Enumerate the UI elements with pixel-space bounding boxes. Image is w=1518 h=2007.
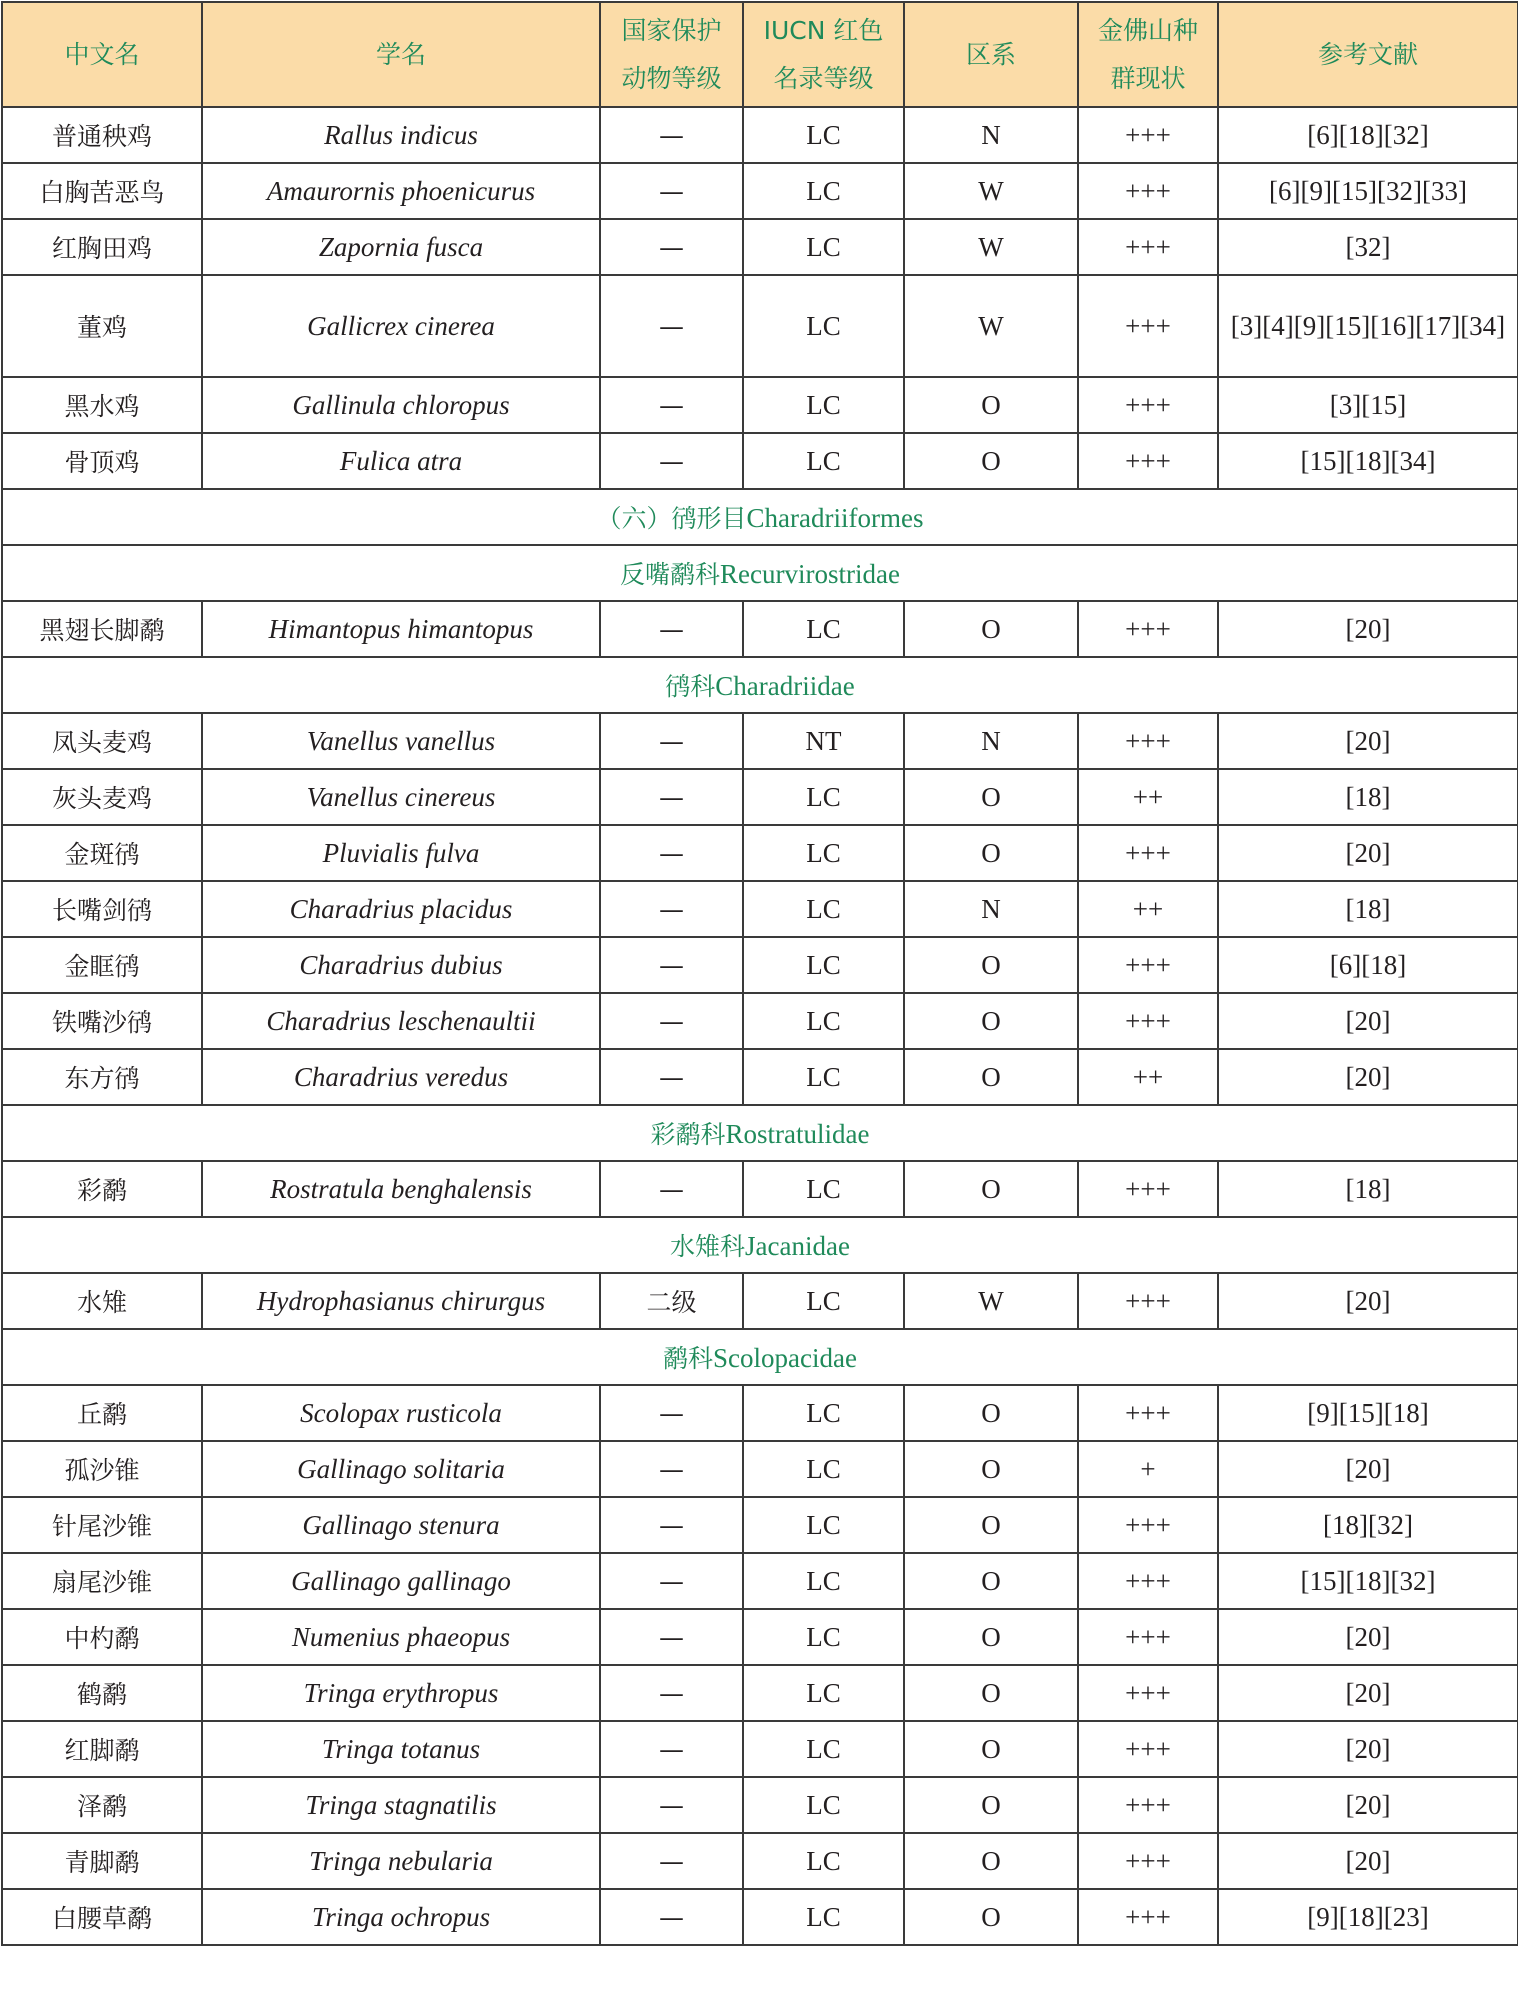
taxon-group-cn: （六）鸻形目 — [596, 504, 747, 533]
cell-iucn: LC — [743, 1441, 904, 1497]
cell-fauna: O — [904, 1721, 1078, 1777]
table-row — [2, 1385, 1518, 1441]
table-row — [2, 1441, 1518, 1497]
taxon-group-latin: Rostratulidae — [725, 1119, 870, 1149]
cell-protection: — — [600, 1833, 743, 1889]
cell-refs: [20] — [1218, 993, 1518, 1049]
taxon-group-label — [2, 1329, 1518, 1385]
cell-fauna: W — [904, 163, 1078, 219]
cell-fauna: O — [904, 1777, 1078, 1833]
cell-refs: [6][9][15][32][33] — [1218, 163, 1518, 219]
cell-status: ++ — [1078, 1049, 1218, 1105]
cell-refs: [20] — [1218, 1833, 1518, 1889]
cell-cn-name: 骨顶鸡 — [2, 433, 202, 489]
cell-fauna: O — [904, 1609, 1078, 1665]
table-row — [2, 275, 1518, 377]
cell-cn-name: 金眶鸻 — [2, 937, 202, 993]
table-row — [2, 881, 1518, 937]
cell-protection: — — [600, 1665, 743, 1721]
cell-fauna: W — [904, 1273, 1078, 1329]
cell-iucn: LC — [743, 1497, 904, 1553]
cell-protection: — — [600, 1889, 743, 1945]
cell-iucn: LC — [743, 1049, 904, 1105]
cell-refs: [32] — [1218, 219, 1518, 275]
header-protection-line1: 国家保护 — [621, 15, 722, 45]
taxon-group-latin: Jacanidae — [745, 1231, 850, 1261]
cell-fauna: O — [904, 1049, 1078, 1105]
table-row — [2, 1609, 1518, 1665]
cell-fauna: W — [904, 275, 1078, 377]
cell-fauna: O — [904, 1441, 1078, 1497]
cell-iucn: LC — [743, 769, 904, 825]
cell-cn-name: 鹤鹬 — [2, 1665, 202, 1721]
cell-protection: — — [600, 825, 743, 881]
table-row — [2, 713, 1518, 769]
cell-protection: — — [600, 601, 743, 657]
cell-refs: [20] — [1218, 713, 1518, 769]
cell-protection: — — [600, 219, 743, 275]
cell-iucn: LC — [743, 825, 904, 881]
taxon-group-latin: Charadriiformes — [746, 503, 924, 533]
cell-cn-name: 铁嘴沙鸻 — [2, 993, 202, 1049]
taxon-group-row — [2, 657, 1518, 713]
page — [1, 1, 1517, 2006]
cell-sci-name: Scolopax rusticola — [202, 1385, 600, 1441]
cell-iucn: LC — [743, 937, 904, 993]
cell-fauna: N — [904, 107, 1078, 163]
table-row — [2, 107, 1518, 163]
cell-protection: — — [600, 1497, 743, 1553]
table-row — [2, 1777, 1518, 1833]
cell-protection: — — [600, 993, 743, 1049]
cell-protection: — — [600, 769, 743, 825]
header-status — [1078, 2, 1218, 107]
cell-iucn: LC — [743, 601, 904, 657]
cell-fauna: O — [904, 377, 1078, 433]
table-row — [2, 993, 1518, 1049]
cell-sci-name: Vanellus cinereus — [202, 769, 600, 825]
cell-refs: [15][18][32] — [1218, 1553, 1518, 1609]
cell-refs: [20] — [1218, 1777, 1518, 1833]
cell-status: +++ — [1078, 1889, 1218, 1945]
cell-iucn: LC — [743, 1161, 904, 1217]
cell-iucn: LC — [743, 1665, 904, 1721]
table-row — [2, 1889, 1518, 1945]
cell-refs: [15][18][34] — [1218, 433, 1518, 489]
taxon-group-latin: Charadriidae — [715, 671, 855, 701]
cell-status: +++ — [1078, 377, 1218, 433]
cell-fauna: O — [904, 1665, 1078, 1721]
cell-sci-name: Tringa nebularia — [202, 1833, 600, 1889]
cell-status: +++ — [1078, 1665, 1218, 1721]
header-status-line2: 群现状 — [1110, 63, 1186, 93]
cell-cn-name: 董鸡 — [2, 275, 202, 377]
taxon-group-row — [2, 1105, 1518, 1161]
cell-sci-name: Charadrius dubius — [202, 937, 600, 993]
table-row — [2, 769, 1518, 825]
cell-refs: [20] — [1218, 1609, 1518, 1665]
table-row — [2, 219, 1518, 275]
cell-iucn: LC — [743, 163, 904, 219]
taxon-group-row — [2, 1217, 1518, 1273]
cell-cn-name: 普通秧鸡 — [2, 107, 202, 163]
table-row — [2, 163, 1518, 219]
cell-sci-name: Tringa erythropus — [202, 1665, 600, 1721]
species-table — [1, 1, 1518, 1946]
cell-refs: [18] — [1218, 769, 1518, 825]
table-row — [2, 601, 1518, 657]
cell-iucn: LC — [743, 1889, 904, 1945]
cell-sci-name: Gallinago stenura — [202, 1497, 600, 1553]
cell-cn-name: 长嘴剑鸻 — [2, 881, 202, 937]
header-iucn-line2: 名录等级 — [773, 63, 874, 93]
cell-fauna: N — [904, 713, 1078, 769]
cell-protection: — — [600, 1609, 743, 1665]
cell-status: +++ — [1078, 163, 1218, 219]
table-row — [2, 1273, 1518, 1329]
taxon-group-cn: 反嘴鹬科 — [620, 560, 721, 589]
cell-fauna: O — [904, 825, 1078, 881]
cell-status: + — [1078, 1441, 1218, 1497]
table-body — [2, 107, 1518, 1945]
cell-iucn: LC — [743, 433, 904, 489]
cell-sci-name: Amaurornis phoenicurus — [202, 163, 600, 219]
cell-iucn: NT — [743, 713, 904, 769]
cell-refs: [9][18][23] — [1218, 1889, 1518, 1945]
taxon-group-label — [2, 1105, 1518, 1161]
cell-sci-name: Gallinula chloropus — [202, 377, 600, 433]
cell-refs: [20] — [1218, 1721, 1518, 1777]
table-row — [2, 1049, 1518, 1105]
cell-protection: — — [600, 937, 743, 993]
cell-iucn: LC — [743, 1833, 904, 1889]
cell-protection: — — [600, 377, 743, 433]
cell-refs: [20] — [1218, 601, 1518, 657]
table-row — [2, 1161, 1518, 1217]
header-sci-name: 学名 — [202, 2, 600, 107]
cell-fauna: O — [904, 1889, 1078, 1945]
cell-refs: [9][15][18] — [1218, 1385, 1518, 1441]
cell-cn-name: 泽鹬 — [2, 1777, 202, 1833]
header-protection-line2: 动物等级 — [621, 63, 722, 93]
cell-sci-name: Charadrius placidus — [202, 881, 600, 937]
cell-status: +++ — [1078, 107, 1218, 163]
cell-sci-name: Rostratula benghalensis — [202, 1161, 600, 1217]
cell-cn-name: 青脚鹬 — [2, 1833, 202, 1889]
cell-protection: — — [600, 107, 743, 163]
taxon-group-cn: 水雉科 — [670, 1232, 746, 1261]
cell-status: +++ — [1078, 993, 1218, 1049]
cell-fauna: W — [904, 219, 1078, 275]
cell-cn-name: 孤沙锥 — [2, 1441, 202, 1497]
cell-refs: [3][15] — [1218, 377, 1518, 433]
cell-protection: — — [600, 1161, 743, 1217]
header-iucn-line1: IUCN 红色 — [763, 15, 884, 45]
cell-status: +++ — [1078, 1553, 1218, 1609]
cell-sci-name: Himantopus himantopus — [202, 601, 600, 657]
cell-status: +++ — [1078, 1721, 1218, 1777]
cell-fauna: O — [904, 993, 1078, 1049]
cell-iucn: LC — [743, 1385, 904, 1441]
cell-iucn: LC — [743, 377, 904, 433]
table-row — [2, 433, 1518, 489]
taxon-group-label — [2, 657, 1518, 713]
cell-refs: [18][32] — [1218, 1497, 1518, 1553]
cell-refs: [18] — [1218, 881, 1518, 937]
cell-iucn: LC — [743, 219, 904, 275]
cell-iucn: LC — [743, 1609, 904, 1665]
taxon-group-cn: 鹬科 — [663, 1344, 714, 1373]
cell-refs: [20] — [1218, 1273, 1518, 1329]
table-row — [2, 1665, 1518, 1721]
cell-status: +++ — [1078, 601, 1218, 657]
cell-iucn: LC — [743, 881, 904, 937]
cell-cn-name: 扇尾沙锥 — [2, 1553, 202, 1609]
cell-protection: — — [600, 1049, 743, 1105]
cell-sci-name: Hydrophasianus chirurgus — [202, 1273, 600, 1329]
cell-status: +++ — [1078, 937, 1218, 993]
taxon-group-latin: Scolopacidae — [713, 1343, 857, 1373]
cell-protection: — — [600, 433, 743, 489]
cell-protection: — — [600, 1553, 743, 1609]
cell-status: +++ — [1078, 1833, 1218, 1889]
cell-status: ++ — [1078, 769, 1218, 825]
cell-protection: — — [600, 1721, 743, 1777]
header-iucn — [743, 2, 904, 107]
cell-protection: — — [600, 1441, 743, 1497]
cell-cn-name: 金斑鸻 — [2, 825, 202, 881]
cell-cn-name: 白腰草鹬 — [2, 1889, 202, 1945]
cell-refs: [20] — [1218, 825, 1518, 881]
cell-refs: [20] — [1218, 1665, 1518, 1721]
cell-fauna: O — [904, 1833, 1078, 1889]
cell-sci-name: Zapornia fusca — [202, 219, 600, 275]
cell-cn-name: 水雉 — [2, 1273, 202, 1329]
header-cn-name: 中文名 — [2, 2, 202, 107]
cell-sci-name: Vanellus vanellus — [202, 713, 600, 769]
table-row — [2, 825, 1518, 881]
table-row — [2, 377, 1518, 433]
cell-iucn: LC — [743, 993, 904, 1049]
table-row — [2, 1553, 1518, 1609]
header-protection — [600, 2, 743, 107]
header-fauna: 区系 — [904, 2, 1078, 107]
cell-fauna: O — [904, 1497, 1078, 1553]
cell-sci-name: Gallicrex cinerea — [202, 275, 600, 377]
cell-fauna: O — [904, 1385, 1078, 1441]
cell-sci-name: Fulica atra — [202, 433, 600, 489]
header-status-line1: 金佛山种 — [1097, 15, 1198, 45]
cell-sci-name: Rallus indicus — [202, 107, 600, 163]
cell-cn-name: 东方鸻 — [2, 1049, 202, 1105]
table-row — [2, 1833, 1518, 1889]
cell-sci-name: Charadrius leschenaultii — [202, 993, 600, 1049]
cell-status: ++ — [1078, 881, 1218, 937]
cell-iucn: LC — [743, 107, 904, 163]
taxon-group-label — [2, 1217, 1518, 1273]
cell-cn-name: 凤头麦鸡 — [2, 713, 202, 769]
cell-cn-name: 红脚鹬 — [2, 1721, 202, 1777]
cell-cn-name: 黑翅长脚鹬 — [2, 601, 202, 657]
cell-cn-name: 灰头麦鸡 — [2, 769, 202, 825]
cell-sci-name: Gallinago solitaria — [202, 1441, 600, 1497]
cell-sci-name: Tringa totanus — [202, 1721, 600, 1777]
cell-cn-name: 中杓鹬 — [2, 1609, 202, 1665]
cell-protection: — — [600, 713, 743, 769]
cell-iucn: LC — [743, 1721, 904, 1777]
cell-status: +++ — [1078, 713, 1218, 769]
cell-status: +++ — [1078, 1273, 1218, 1329]
cell-protection: — — [600, 1777, 743, 1833]
taxon-group-label — [2, 489, 1518, 545]
taxon-group-row — [2, 1329, 1518, 1385]
header-refs: 参考文献 — [1218, 2, 1518, 107]
cell-sci-name: Charadrius veredus — [202, 1049, 600, 1105]
cell-cn-name: 针尾沙锥 — [2, 1497, 202, 1553]
cell-fauna: O — [904, 769, 1078, 825]
taxon-group-latin: Recurvirostridae — [720, 559, 900, 589]
cell-status: +++ — [1078, 275, 1218, 377]
cell-cn-name: 白胸苦恶鸟 — [2, 163, 202, 219]
cell-protection: — — [600, 1385, 743, 1441]
cell-fauna: O — [904, 937, 1078, 993]
cell-fauna: O — [904, 1553, 1078, 1609]
cell-status: +++ — [1078, 1609, 1218, 1665]
cell-refs: [6][18][32] — [1218, 107, 1518, 163]
cell-refs: [6][18] — [1218, 937, 1518, 993]
cell-protection: 二级 — [600, 1273, 743, 1329]
cell-fauna: O — [904, 601, 1078, 657]
cell-cn-name: 丘鹬 — [2, 1385, 202, 1441]
cell-iucn: LC — [743, 1273, 904, 1329]
cell-sci-name: Pluvialis fulva — [202, 825, 600, 881]
cell-refs: [3][4][9][15][16][17][34] — [1218, 275, 1518, 377]
taxon-group-cn: 鸻科 — [665, 672, 716, 701]
cell-refs: [20] — [1218, 1441, 1518, 1497]
cell-iucn: LC — [743, 1553, 904, 1609]
taxon-group-cn: 彩鹬科 — [650, 1120, 726, 1149]
taxon-group-row — [2, 545, 1518, 601]
cell-iucn: LC — [743, 1777, 904, 1833]
taxon-group-row — [2, 489, 1518, 545]
cell-protection: — — [600, 163, 743, 219]
table-row — [2, 1721, 1518, 1777]
cell-refs: [20] — [1218, 1049, 1518, 1105]
cell-status: +++ — [1078, 433, 1218, 489]
cell-status: +++ — [1078, 219, 1218, 275]
cell-cn-name: 彩鹬 — [2, 1161, 202, 1217]
cell-sci-name: Tringa stagnatilis — [202, 1777, 600, 1833]
table-row — [2, 937, 1518, 993]
cell-status: +++ — [1078, 1161, 1218, 1217]
cell-sci-name: Numenius phaeopus — [202, 1609, 600, 1665]
cell-status: +++ — [1078, 1497, 1218, 1553]
cell-refs: [18] — [1218, 1161, 1518, 1217]
table-header — [2, 2, 1518, 107]
cell-fauna: O — [904, 1161, 1078, 1217]
cell-cn-name: 红胸田鸡 — [2, 219, 202, 275]
cell-status: +++ — [1078, 1385, 1218, 1441]
cell-status: +++ — [1078, 1777, 1218, 1833]
cell-protection: — — [600, 881, 743, 937]
cell-sci-name: Tringa ochropus — [202, 1889, 600, 1945]
cell-cn-name: 黑水鸡 — [2, 377, 202, 433]
cell-sci-name: Gallinago gallinago — [202, 1553, 600, 1609]
cell-protection: — — [600, 275, 743, 377]
table-row — [2, 1497, 1518, 1553]
taxon-group-label — [2, 545, 1518, 601]
cell-iucn: LC — [743, 275, 904, 377]
cell-fauna: N — [904, 881, 1078, 937]
cell-status: +++ — [1078, 825, 1218, 881]
cell-fauna: O — [904, 433, 1078, 489]
